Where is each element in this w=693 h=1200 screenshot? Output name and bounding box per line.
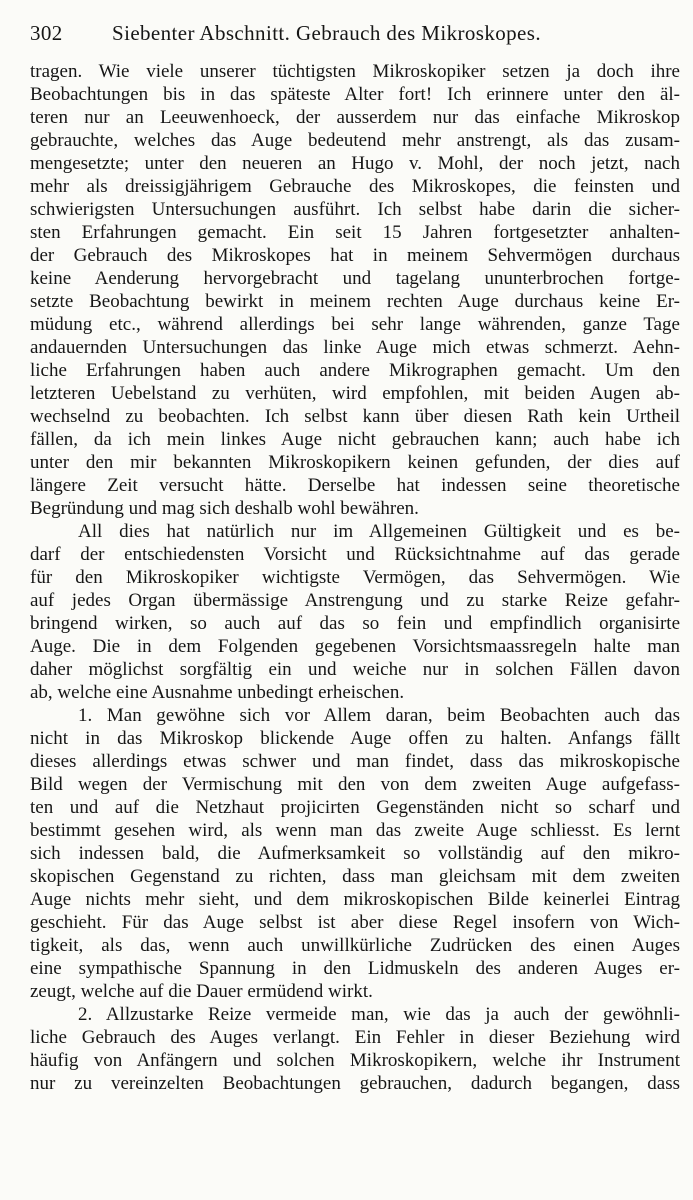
text-line: Bild wegen der Vermischung mit den von dem zweiten Auge aufgefass- xyxy=(30,774,680,795)
text-line: darf der entschiedensten Vorsicht und Rücksichtnahme auf das gerade xyxy=(30,544,680,565)
text-line: nicht in das Mikroskop blickende Auge offen zu halten. Anfangs fällt xyxy=(30,728,680,749)
text-line: mengesetzte; unter den neueren an Hugo v. Mohl, der noch jetzt, nach xyxy=(30,153,680,174)
text-line: letzteren Uebelstand zu verhüten, wird empfohlen, mit beiden Augen ab- xyxy=(30,383,680,404)
text-line: schwierigsten Untersuchungen ausführt. Ich selbst habe darin die sicher- xyxy=(30,199,680,220)
page-number: 302 xyxy=(30,21,63,45)
text-line: teren nur an Leeuwenhoeck, der ausserdem nur das einfache Mikroskop xyxy=(30,107,680,128)
text-line: geschieht. Für das Auge selbst ist aber diese Regel insofern von Wich- xyxy=(30,912,680,933)
text-line: der Gebrauch des Mikroskopes hat in meinem Sehvermögen durchaus xyxy=(30,245,680,266)
text-line: Auge. Die in dem Folgenden gegebenen Vorsichtsmaassregeln halte man xyxy=(30,636,680,657)
text-line: setzte Beobachtung bewirkt in meinem rechten Auge durchaus keine Er- xyxy=(30,291,680,312)
text-line: sich indessen bald, die Aufmerksamkeit so vollständig auf den mikro- xyxy=(30,843,680,864)
text-line: mehr als dreissigjährigem Gebrauche des Mikroskopes, die feinsten und xyxy=(30,176,680,197)
paragraph-end-line: Begründung und mag sich deshalb wohl bewähren. xyxy=(30,498,419,519)
text-line: fällen, da ich mein linkes Auge nicht gebrauchen kann; auch habe ich xyxy=(30,429,680,450)
body-text xyxy=(30,60,680,1095)
text-line: Auge nichts mehr sieht, und dem mikroskopischen Bilde keinerlei Eintrag xyxy=(30,889,680,910)
text-line: liche Erfahrungen haben auch andere Mikrographen gemacht. Um den xyxy=(30,360,680,381)
text-line: bestimmt gesehen wird, als wenn man das zweite Auge schliesst. Es lernt xyxy=(30,820,680,841)
text-line: tigkeit, als das, wenn auch unwillkürliche Zudrücken des einen Auges xyxy=(30,935,680,956)
text-line: häufig von Anfängern und solchen Mikroskopikern, welche ihr Instrument xyxy=(30,1050,680,1071)
text-line: daher möglichst sorgfältig ein und weiche nur in solchen Fällen davon xyxy=(30,659,680,680)
text-line: Beobachtungen bis in das späteste Alter fort! Ich erinnere unter den äl- xyxy=(30,84,680,105)
text-line: andauernden Untersuchungen das linke Auge mich etwas schmerzt. Aehn- xyxy=(30,337,680,358)
text-line: skopischen Gegenstand zu richten, dass man gleichsam mit dem zweiten xyxy=(30,866,680,887)
paragraph-start-line: 1. Man gewöhne sich vor Allem daran, beim Beobachten auch das xyxy=(78,705,680,726)
paragraph-end-line: ab, welche eine Ausnahme unbedingt erheischen. xyxy=(30,682,405,703)
text-line: eine sympathische Spannung in den Lidmuskeln des anderen Auges er- xyxy=(30,958,680,979)
paragraph-start-line: All dies hat natürlich nur im Allgemeinen Gültigkeit und es be- xyxy=(78,521,680,542)
text-line: ten und auf die Netzhaut projicirten Gegenständen nicht so scharf und xyxy=(30,797,680,818)
page-header xyxy=(30,18,680,48)
text-line: tragen. Wie viele unserer tüchtigsten Mikroskopiker setzen ja doch ihre xyxy=(30,61,680,82)
text-line: dieses allerdings etwas schwer und man findet, dass das mikroskopische xyxy=(30,751,680,772)
text-line: müdung etc., während allerdings bei sehr lange währenden, ganze Tage xyxy=(30,314,680,335)
text-line: sten Erfahrungen gemacht. Ein seit 15 Jahren fortgesetzter anhalten- xyxy=(30,222,680,243)
text-line: für den Mikroskopiker wichtigste Vermögen, das Sehvermögen. Wie xyxy=(30,567,680,588)
text-line: bringend wirken, so auch auf das so fein und empfindlich organisirte xyxy=(30,613,680,634)
text-line: unter den mir bekannten Mikroskopikern keinen gefunden, der dies auf xyxy=(30,452,680,473)
text-line: gebrauchte, welches das Auge bedeutend mehr anstrengt, als das zusam- xyxy=(30,130,680,151)
text-line: keine Aenderung hervorgebracht und tagelang ununterbrochen fortge- xyxy=(30,268,680,289)
text-line: längere Zeit versucht hätte. Derselbe hat indessen seine theoretische xyxy=(30,475,680,496)
text-line: auf jedes Organ übermässige Anstrengung und zu starke Reize gefahr- xyxy=(30,590,680,611)
text-line: wechselnd zu beobachten. Ich selbst kann über diesen Rath kein Urtheil xyxy=(30,406,680,427)
text-line: liche Gebrauch des Auges verlangt. Ein Fehler in dieser Beziehung wird xyxy=(30,1027,680,1048)
paragraph-start-line: 2. Allzustarke Reize vermeide man, wie das ja auch der gewöhnli- xyxy=(78,1004,680,1025)
paragraph-end-line: zeugt, welche auf die Dauer ermüdend wirkt. xyxy=(30,981,373,1002)
running-head: Siebenter Abschnitt. Gebrauch des Mikroskopes. xyxy=(112,21,541,45)
text-line: nur zu vereinzelten Beobachtungen gebrauchen, dadurch begangen, dass xyxy=(30,1073,680,1094)
